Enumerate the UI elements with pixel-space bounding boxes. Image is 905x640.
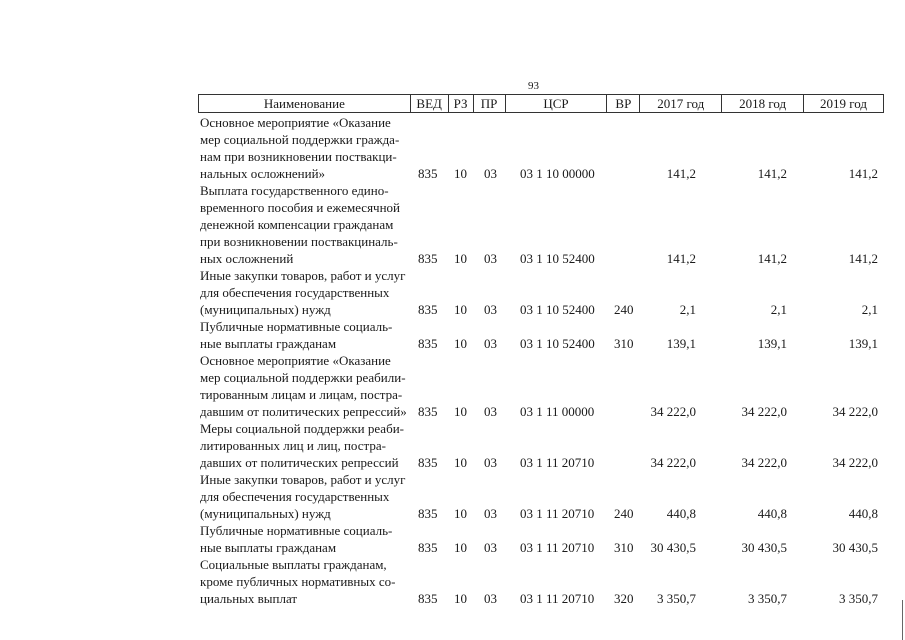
value-2017: 2,1 <box>679 302 696 317</box>
row-name <box>200 471 410 522</box>
row-name-line: нам при возникновении поствакци- <box>200 149 397 164</box>
value-2017: 3 350,7 <box>657 591 696 606</box>
value-2019: 440,8 <box>848 506 878 521</box>
ved-cell: 835 <box>418 404 438 419</box>
row-name <box>200 556 410 607</box>
table-row <box>0 471 905 522</box>
row-name-line: мер социальной поддержки гражда- <box>200 132 400 147</box>
ved-cell: 835 <box>418 506 438 521</box>
row-name-line: ные выплаты гражданам <box>200 336 337 351</box>
vr-cell: 320 <box>614 591 634 606</box>
vr-cell: 310 <box>614 540 634 555</box>
value-2017: 440,8 <box>666 506 696 521</box>
row-name-line: Публичные нормативные социаль- <box>200 523 393 538</box>
csr-cell: 03 1 10 52400 <box>520 302 595 317</box>
table-header <box>198 94 884 113</box>
row-name <box>200 420 410 471</box>
row-name-line: денежной компенсации гражданам <box>200 217 394 232</box>
vr-cell: 310 <box>614 336 634 351</box>
rz-cell: 10 <box>454 591 467 606</box>
row-name <box>200 318 410 352</box>
table-row <box>0 556 905 607</box>
ved-cell: 835 <box>418 455 438 470</box>
row-name-line: (муниципальных) нужд <box>200 302 331 317</box>
csr-cell: 03 1 11 20710 <box>520 591 595 606</box>
row-name-line: циальных выплат <box>200 591 298 606</box>
row-name-line: тированным лицам и лицам, постра- <box>200 387 403 402</box>
ved-cell: 835 <box>418 540 438 555</box>
value-2017: 34 222,0 <box>650 455 696 470</box>
header-ved: ВЕД <box>411 95 449 112</box>
vr-cell: 240 <box>614 302 634 317</box>
row-name-line: Меры социальной поддержки реаби- <box>200 421 404 436</box>
pr-cell: 03 <box>484 336 497 351</box>
value-2018: 34 222,0 <box>741 455 787 470</box>
row-name <box>200 352 410 420</box>
row-name-line: Иные закупки товаров, работ и услуг <box>200 268 406 283</box>
value-2019: 139,1 <box>848 336 878 351</box>
pr-cell: 03 <box>484 455 497 470</box>
vr-cell: 240 <box>614 506 634 521</box>
header-rz: РЗ <box>449 95 474 112</box>
pr-cell: 03 <box>484 251 497 266</box>
header-2017: 2017 год <box>640 95 722 112</box>
value-2018: 139,1 <box>757 336 787 351</box>
table-row <box>0 267 905 318</box>
rz-cell: 10 <box>454 336 467 351</box>
value-2018: 440,8 <box>757 506 787 521</box>
row-name-line: давшим от политических репрессий» <box>200 404 407 419</box>
row-name-line: кроме публичных нормативных со- <box>200 574 396 589</box>
row-name-line: временного пособия и ежемесячной <box>200 200 401 215</box>
row-name-line: для обеспечения государственных <box>200 285 390 300</box>
csr-cell: 03 1 11 20710 <box>520 455 595 470</box>
pr-cell: 03 <box>484 591 497 606</box>
header-vr: ВР <box>607 95 640 112</box>
table-row <box>0 318 905 352</box>
table-row <box>0 352 905 420</box>
row-name-line: ные выплаты гражданам <box>200 540 337 555</box>
rz-cell: 10 <box>454 302 467 317</box>
value-2017: 141,2 <box>666 166 696 181</box>
ved-cell: 835 <box>418 251 438 266</box>
rz-cell: 10 <box>454 506 467 521</box>
csr-cell: 03 1 11 00000 <box>520 404 595 419</box>
row-name <box>200 267 410 318</box>
value-2018: 34 222,0 <box>741 404 787 419</box>
row-name-line: мер социальной поддержки реабили- <box>200 370 406 385</box>
value-2018: 30 430,5 <box>741 540 787 555</box>
value-2017: 34 222,0 <box>650 404 696 419</box>
row-name-line: литированных лиц и лиц, постра- <box>200 438 386 453</box>
row-name <box>200 522 410 556</box>
row-name-line: Социальные выплаты гражданам, <box>200 557 387 572</box>
row-name-line: (муниципальных) нужд <box>200 506 331 521</box>
row-name-line: Публичные нормативные социаль- <box>200 319 393 334</box>
ved-cell: 835 <box>418 336 438 351</box>
header-2019: 2019 год <box>804 95 884 112</box>
table-row <box>0 420 905 471</box>
value-2019: 3 350,7 <box>839 591 878 606</box>
value-2019: 34 222,0 <box>832 404 878 419</box>
header-csr: ЦСР <box>506 95 608 112</box>
row-name-line: Выплата государственного едино- <box>200 183 389 198</box>
value-2019: 2,1 <box>861 302 878 317</box>
row-name-line: при возникновении поствакциналь- <box>200 234 398 249</box>
csr-cell: 03 1 10 00000 <box>520 166 595 181</box>
rz-cell: 10 <box>454 455 467 470</box>
row-name-line: давших от политических репрессий <box>200 455 399 470</box>
rz-cell: 10 <box>454 251 467 266</box>
ved-cell: 835 <box>418 166 438 181</box>
rz-cell: 10 <box>454 404 467 419</box>
value-2018: 141,2 <box>757 251 787 266</box>
csr-cell: 03 1 10 52400 <box>520 336 595 351</box>
csr-cell: 03 1 10 52400 <box>520 251 595 266</box>
table-row <box>0 114 905 182</box>
csr-cell: 03 1 11 20710 <box>520 540 595 555</box>
header-pr: ПР <box>474 95 506 112</box>
value-2017: 30 430,5 <box>650 540 696 555</box>
table-row <box>0 522 905 556</box>
row-name-line: Основное мероприятие «Оказание <box>200 115 391 130</box>
ved-cell: 835 <box>418 302 438 317</box>
value-2019: 30 430,5 <box>832 540 878 555</box>
value-2019: 34 222,0 <box>832 455 878 470</box>
value-2018: 141,2 <box>757 166 787 181</box>
value-2019: 141,2 <box>848 166 878 181</box>
value-2018: 2,1 <box>770 302 787 317</box>
pr-cell: 03 <box>484 506 497 521</box>
header-name: Наименование <box>199 95 411 112</box>
row-name-line: для обеспечения государственных <box>200 489 390 504</box>
ved-cell: 835 <box>418 591 438 606</box>
header-2018: 2018 год <box>722 95 804 112</box>
pr-cell: 03 <box>484 302 497 317</box>
row-name <box>200 182 410 267</box>
table-row <box>0 182 905 267</box>
page-number: 93 <box>528 80 539 92</box>
value-2019: 141,2 <box>848 251 878 266</box>
pr-cell: 03 <box>484 540 497 555</box>
row-name-line: Иные закупки товаров, работ и услуг <box>200 472 406 487</box>
rz-cell: 10 <box>454 540 467 555</box>
pr-cell: 03 <box>484 404 497 419</box>
row-name-line: Основное мероприятие «Оказание <box>200 353 391 368</box>
value-2017: 141,2 <box>666 251 696 266</box>
page-edge-line <box>902 600 903 640</box>
csr-cell: 03 1 11 20710 <box>520 506 595 521</box>
rz-cell: 10 <box>454 166 467 181</box>
row-name <box>200 114 410 182</box>
row-name-line: ных осложнений <box>200 251 294 266</box>
value-2018: 3 350,7 <box>748 591 787 606</box>
pr-cell: 03 <box>484 166 497 181</box>
row-name-line: нальных осложнений» <box>200 166 326 181</box>
value-2017: 139,1 <box>666 336 696 351</box>
